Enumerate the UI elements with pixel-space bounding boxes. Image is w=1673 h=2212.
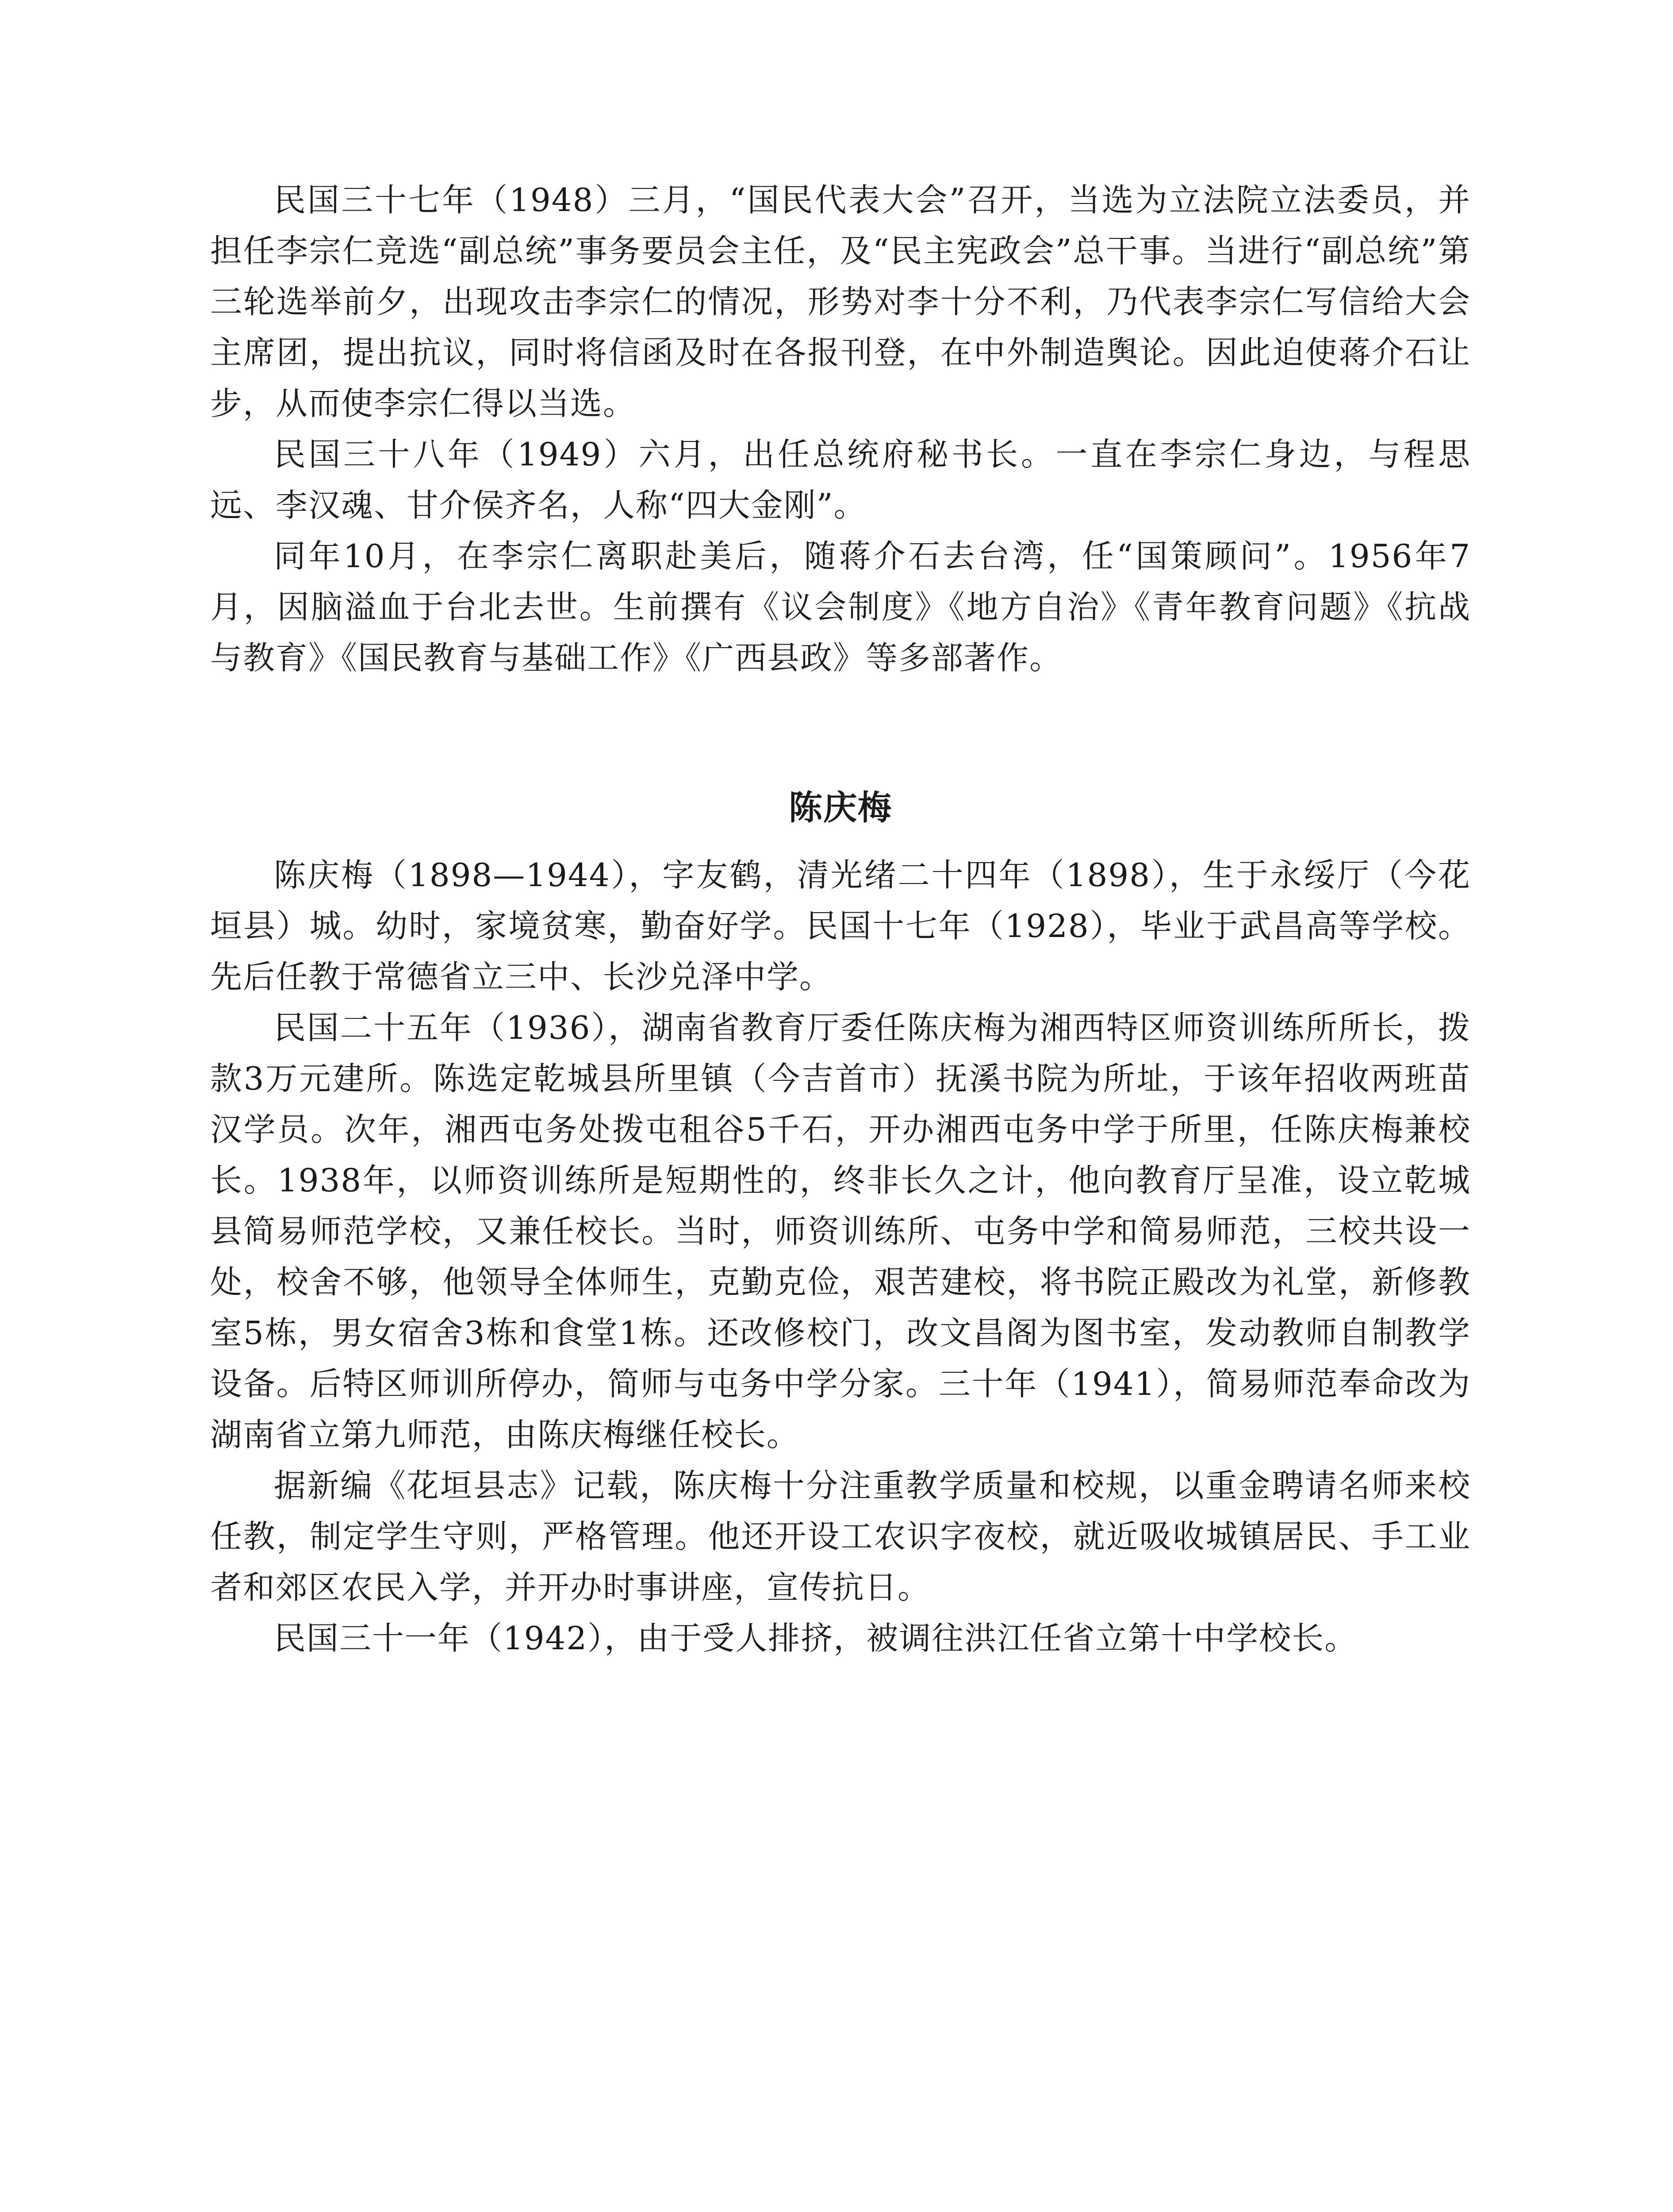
page-body: [210, 175, 1471, 1664]
section-title: 陈庆梅: [789, 788, 892, 827]
paragraph: 民国三十八年（1949）六月，出任总统府秘书长。一直在李宗仁身边，与程思远、李汉魂、甘介侯齐名，人称“四大金刚”。: [210, 436, 1471, 524]
paragraph: 据新编《花垣县志》记载，陈庆梅十分注重教学质量和校规，以重金聘请名师来校任教，制定学生守则，严格管理。他还开设工农识字夜校，就近吸收城镇居民、手工业者和郊区农民入学，并开办时事讲座，宣传抗日。: [210, 1467, 1471, 1606]
paragraph: 民国二十五年（1936），湖南省教育厅委任陈庆梅为湘西特区师资训练所所长，拨款3万元建所。陈选定乾城县所里镇（今吉首市）抚溪书院为所址，于该年招收两班苗汉学员。次年，湘西屯务处拨屯租谷5千石，开办湘西屯务中学于所里，任陈庆梅兼校长。1938年，以师资训练所是短期性的，终非长久之计，他向教育厅呈准，设立乾城县简易师范学校，又兼任校长。当时，师资训练所、屯务中学和简易师范，三校共设一处，校舍不够，他领导全体师生，克勤克俭，艰苦建校，将书院正殿改为礼堂，新修教室5栋，男女宿舍3栋和食堂1栋。还改修校门，改文昌阁为图书室，发动教师自制教学设备。后特区师训所停办，简师与屯务中学分家。三十年（1941），简易师范奉命改为湖南省立第九师范，由陈庆梅继任校长。: [210, 1009, 1471, 1453]
paragraph: 陈庆梅（1898—1944），字友鹤，清光绪二十四年（1898），生于永绥厅（今花垣县）城。幼时，家境贫寒，勤奋好学。民国十七年（1928），毕业于武昌高等学校。先后任教于常德省立三中、长沙兑泽中学。: [210, 856, 1471, 995]
paragraph: 民国三十一年（1942），由于受人排挤，被调往洪江任省立第十中学校长。: [274, 1620, 1358, 1657]
paragraph: 民国三十七年（1948）三月，“国民代表大会”召开，当选为立法院立法委员，并担任李宗仁竞选“副总统”事务要员会主任，及“民主宪政会”总干事。当进行“副总统”第三轮选举前夕，出现攻击李宗仁的情况，形势对李十分不利，乃代表李宗仁写信给大会主席团，提出抗议，同时将信函及时在各报刊登，在中外制造舆论。因此迫使蒋介石让步，从而使李宗仁得以当选。: [210, 181, 1471, 422]
paragraph: 同年10月，在李宗仁离职赴美后，随蒋介石去台湾，任“国策顾问”。1956年7月，因脑溢血于台北去世。生前撰有《议会制度》《地方自治》《青年教育问题》《抗战与教育》《国民教育与基础工作》《广西县政》等多部著作。: [210, 538, 1471, 676]
